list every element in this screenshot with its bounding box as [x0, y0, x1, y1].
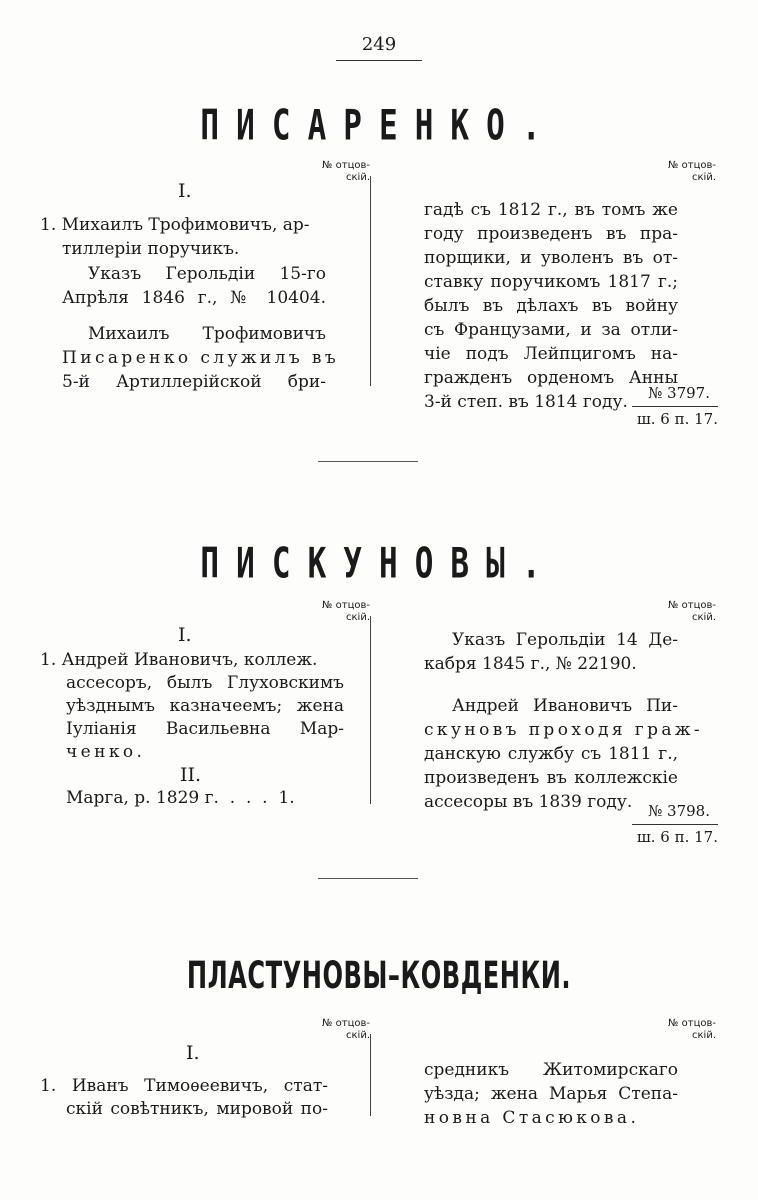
right-column-note — [650, 600, 716, 624]
text-line: 1. Иванъ Тимоѳеевичъ, стат- — [40, 1076, 328, 1096]
text-line: Іуліанія Васильевна Мар- — [66, 719, 344, 739]
text-line: Андрей Ивановичъ Пи- — [452, 696, 678, 716]
text-line: съ Французами, и за отли- — [424, 320, 678, 340]
text-line: уѣзда; жена Марья Степа- — [424, 1084, 678, 1104]
text-line: гадѣ съ 1812 г., въ томъ же — [424, 200, 678, 220]
text-line: ченко. — [66, 742, 146, 762]
column-note-text: № отцов- скій. — [322, 600, 370, 623]
archive-reference: ш. 6 п. 17. — [636, 410, 718, 428]
page-number: 249 — [361, 34, 397, 55]
left-column-note — [300, 600, 370, 624]
text-line: Маргa, р. 1829 г. . . . 1. — [66, 788, 295, 808]
column-divider — [370, 1034, 371, 1116]
right-column-note — [650, 160, 716, 184]
left-column-note — [300, 160, 370, 184]
text-line: скій совѣтникъ, мировой по- — [66, 1099, 328, 1119]
text-line: былъ въ дѣлахъ въ войну — [424, 296, 678, 316]
section-divider — [318, 878, 418, 879]
text-line: ассесоръ, былъ Глуховскимъ — [66, 673, 344, 693]
archive-reference: ш. 6 п. 17. — [636, 828, 718, 846]
text-line: ассесоры въ 1839 году. — [424, 792, 633, 812]
column-note-text: № отцов- скій. — [668, 1018, 716, 1041]
right-column-note — [650, 1018, 716, 1042]
generation-numeral: I. — [186, 1042, 200, 1064]
column-note-text: № отцов- скій. — [322, 1018, 370, 1041]
section-title-piskunovy: ПИСКУНОВЫ. — [200, 539, 558, 589]
text-line: порщики, и уволенъ въ от- — [424, 248, 678, 268]
text-line: кабря 1845 г., № 22190. — [424, 654, 637, 674]
generation-numeral: II. — [180, 764, 202, 786]
text-line: новна Стасюкова. — [424, 1108, 640, 1128]
text-line: Указъ Герольдіи 14 Де- — [452, 630, 678, 650]
text-line: чіе подъ Лейпцигомъ на- — [424, 344, 678, 364]
text-line: Писаренко служилъ въ — [62, 348, 340, 368]
section-divider — [318, 461, 418, 462]
text-line: Михаилъ Трофимовичъ — [88, 324, 326, 344]
text-line: 3-й степ. въ 1814 году. — [424, 392, 628, 412]
text-line: данскую службу съ 1811 г., — [424, 744, 678, 764]
column-divider — [370, 176, 371, 386]
column-note-text: № отцов- скій. — [668, 160, 716, 183]
column-note-text: № отцов- скій. — [668, 600, 716, 623]
text-line: 1. Михаилъ Трофимовичъ, ар- — [40, 215, 310, 235]
text-line: Апрѣля 1846 г., № 10404. — [62, 288, 326, 308]
column-divider — [370, 616, 371, 804]
text-line: Указъ Герольдіи 15-го — [88, 264, 326, 284]
record-number: № 3797. — [648, 384, 710, 402]
page-number-rule — [336, 60, 422, 61]
text-line: уѣзднымъ казначеемъ; жена — [66, 696, 344, 716]
generation-numeral: I. — [178, 180, 192, 202]
text-line: произведенъ въ коллежскіе — [424, 768, 678, 788]
text-line: гражденъ орденомъ Анны — [424, 368, 678, 388]
record-number: № 3798. — [648, 802, 710, 820]
archive-ref-rule — [632, 824, 718, 825]
text-line: средникъ Житомирскаго — [424, 1060, 678, 1080]
left-column-note — [300, 1018, 370, 1042]
text-line: скуновъ проходя граж- — [424, 720, 704, 740]
text-line: тиллеріи поручикъ. — [62, 239, 240, 259]
archive-ref-rule — [632, 406, 718, 407]
section-title-plastunovy-kovdenki: ПЛАСТУНОВЫ–КОВДЕНКИ. — [186, 954, 572, 998]
text-line: 1. Андрей Ивановичъ, коллеж. — [40, 650, 318, 670]
generation-numeral: I. — [178, 624, 192, 646]
text-line: году произведенъ въ пра- — [424, 224, 678, 244]
text-line: 5-й Артиллерійской бри- — [62, 372, 326, 392]
text-line: ставку поручикомъ 1817 г.; — [424, 272, 678, 292]
section-title-pisarenko: ПИСАРЕНКО. — [200, 101, 558, 151]
column-note-text: № отцов- скій. — [322, 160, 370, 183]
